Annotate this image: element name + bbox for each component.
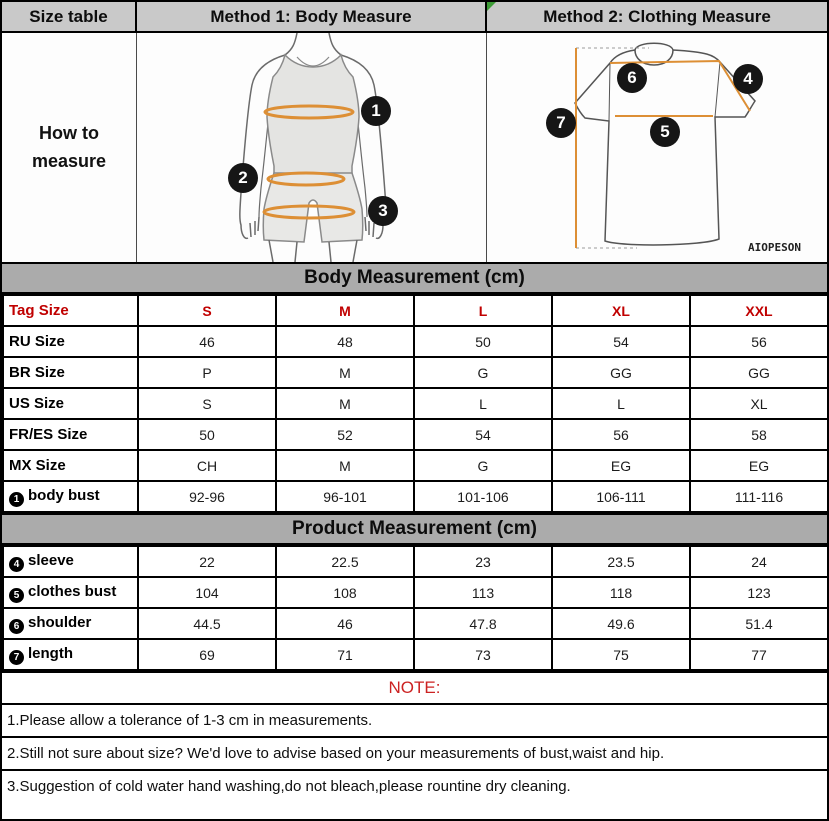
cell-value: 104 xyxy=(138,577,276,608)
body-figure-illustration xyxy=(137,33,487,262)
note-title: NOTE: xyxy=(2,671,827,703)
cell-value: 46 xyxy=(276,608,414,639)
row-label-mx-size: MX Size xyxy=(3,450,138,481)
product-measurement-table xyxy=(2,545,829,671)
tag-size-m: M xyxy=(276,295,414,326)
cell-value: GG xyxy=(552,357,690,388)
marker-7-length: 7 xyxy=(546,108,576,138)
cell-value: 69 xyxy=(138,639,276,670)
top-header-row xyxy=(2,2,827,33)
clothing-measure-illustration-cell xyxy=(487,33,827,262)
tag-size-s: S xyxy=(138,295,276,326)
marker-2-waist: 2 xyxy=(228,163,258,193)
tag-size-l: L xyxy=(414,295,552,326)
cell-value: 52 xyxy=(276,419,414,450)
cell-value: M xyxy=(276,450,414,481)
note-item-1: 1.Please allow a tolerance of 1-3 cm in measurements. xyxy=(2,703,827,736)
header-method-2-label: Method 2: Clothing Measure xyxy=(543,6,771,26)
table-row-ru-size xyxy=(3,326,828,357)
cell-value: 56 xyxy=(690,326,828,357)
table-row-shoulder xyxy=(3,608,828,639)
cell-value: 58 xyxy=(690,419,828,450)
row-label-text: body bust xyxy=(28,486,100,504)
cell-value: 23 xyxy=(414,546,552,577)
row-label-clothes-bust xyxy=(3,577,138,608)
circled-5-icon: 5 xyxy=(9,588,24,603)
cell-value: XL xyxy=(690,388,828,419)
circled-4-icon: 4 xyxy=(9,557,24,572)
tshirt-illustration xyxy=(487,33,827,262)
row-label-sleeve xyxy=(3,546,138,577)
cell-value: 24 xyxy=(690,546,828,577)
cell-value: EG xyxy=(690,450,828,481)
cell-value: 73 xyxy=(414,639,552,670)
cell-value: 51.4 xyxy=(690,608,828,639)
row-label-text: length xyxy=(28,644,73,662)
row-label-length xyxy=(3,639,138,670)
cell-value: EG xyxy=(552,450,690,481)
row-label-shoulder xyxy=(3,608,138,639)
marker-1-bust: 1 xyxy=(361,96,391,126)
cell-value: 22.5 xyxy=(276,546,414,577)
tag-size-xxl: XXL xyxy=(690,295,828,326)
cell-value: L xyxy=(552,388,690,419)
marker-4-sleeve: 4 xyxy=(733,64,763,94)
cell-value: 44.5 xyxy=(138,608,276,639)
table-row-mx-size xyxy=(3,450,828,481)
note-item-2: 2.Still not sure about size? We'd love to advise based on your measurements of bust,waist and hip. xyxy=(2,736,827,769)
cell-value: 48 xyxy=(276,326,414,357)
row-label-fres-size: FR/ES Size xyxy=(3,419,138,450)
cell-value: 101-106 xyxy=(414,481,552,512)
cell-value: 23.5 xyxy=(552,546,690,577)
row-label-us-size: US Size xyxy=(3,388,138,419)
cell-value: 108 xyxy=(276,577,414,608)
marker-6-shoulder: 6 xyxy=(617,63,647,93)
row-label-body-bust xyxy=(3,481,138,512)
cell-value: 50 xyxy=(138,419,276,450)
row-label-text: clothes bust xyxy=(28,582,117,600)
body-measure-illustration-cell xyxy=(137,33,487,262)
table-row-clothes-bust xyxy=(3,577,828,608)
table-row-br-size xyxy=(3,357,828,388)
cell-value: S xyxy=(138,388,276,419)
cell-value: 71 xyxy=(276,639,414,670)
cell-value: 47.8 xyxy=(414,608,552,639)
tag-size-xl: XL xyxy=(552,295,690,326)
row-label-br-size: BR Size xyxy=(3,357,138,388)
body-measurement-title: Body Measurement (cm) xyxy=(2,262,827,294)
table-row-sleeve xyxy=(3,546,828,577)
excel-corner-marker-icon xyxy=(487,2,496,11)
cell-value: P xyxy=(138,357,276,388)
cell-value: 106-111 xyxy=(552,481,690,512)
table-row-length xyxy=(3,639,828,670)
cell-value: CH xyxy=(138,450,276,481)
brand-watermark: AIOPESON xyxy=(748,241,801,254)
body-measurement-table xyxy=(2,294,829,513)
circled-1-icon: 1 xyxy=(9,492,24,507)
circled-7-icon: 7 xyxy=(9,650,24,665)
row-label-ru-size: RU Size xyxy=(3,326,138,357)
note-item-3: 3.Suggestion of cold water hand washing,do not bleach,please rountine dry cleaning. xyxy=(2,769,827,802)
table-row-us-size xyxy=(3,388,828,419)
how-to-measure-row xyxy=(2,33,827,262)
marker-5-clothes-bust: 5 xyxy=(650,117,680,147)
header-size-table: Size table xyxy=(2,2,137,31)
cell-value: G xyxy=(414,357,552,388)
header-method-1: Method 1: Body Measure xyxy=(137,2,487,31)
cell-value: 54 xyxy=(414,419,552,450)
table-row-fres-size xyxy=(3,419,828,450)
cell-value: 123 xyxy=(690,577,828,608)
row-label-text: shoulder xyxy=(28,613,92,631)
cell-value: M xyxy=(276,357,414,388)
cell-value: 111-116 xyxy=(690,481,828,512)
cell-value: 22 xyxy=(138,546,276,577)
how-to-measure-label: How to measure xyxy=(2,33,137,262)
header-method-2 xyxy=(487,2,827,31)
cell-value: G xyxy=(414,450,552,481)
cell-value: 118 xyxy=(552,577,690,608)
product-measurement-title: Product Measurement (cm) xyxy=(2,513,827,545)
cell-value: 54 xyxy=(552,326,690,357)
cell-value: 56 xyxy=(552,419,690,450)
cell-value: M xyxy=(276,388,414,419)
cell-value: 46 xyxy=(138,326,276,357)
cell-value: 75 xyxy=(552,639,690,670)
cell-value: 77 xyxy=(690,639,828,670)
cell-value: 92-96 xyxy=(138,481,276,512)
table-row-body-bust xyxy=(3,481,828,512)
cell-value: 49.6 xyxy=(552,608,690,639)
cell-value: 50 xyxy=(414,326,552,357)
marker-3-hip: 3 xyxy=(368,196,398,226)
row-label-tag-size: Tag Size xyxy=(3,295,138,326)
row-label-text: sleeve xyxy=(28,551,74,569)
circled-6-icon: 6 xyxy=(9,619,24,634)
cell-value: GG xyxy=(690,357,828,388)
cell-value: 113 xyxy=(414,577,552,608)
cell-value: 96-101 xyxy=(276,481,414,512)
table-row-tag-size xyxy=(3,295,828,326)
cell-value: L xyxy=(414,388,552,419)
